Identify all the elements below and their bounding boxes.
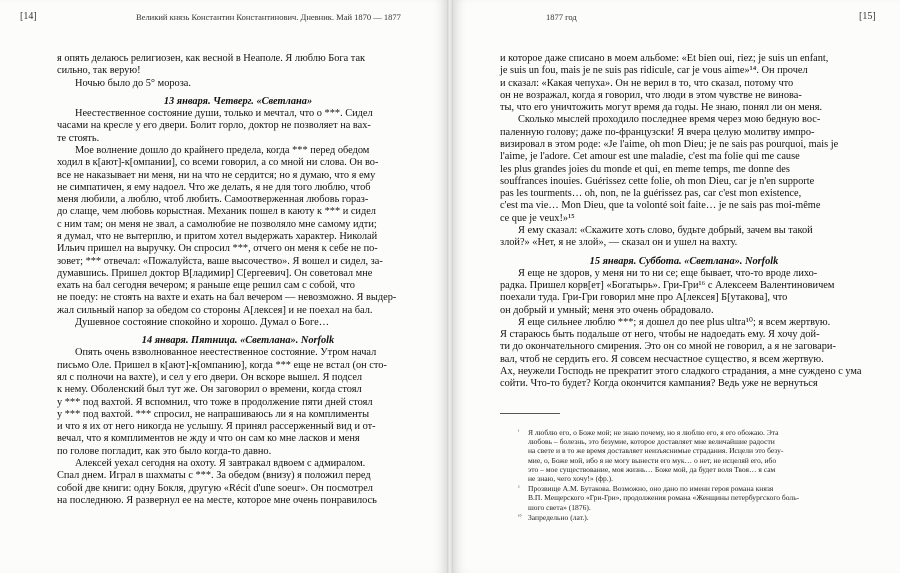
text-line: по голове погладит, как это было когда-то давно. — [57, 445, 272, 457]
text-line: Спал днем. Играл в шахматы с ***. За обедом (внизу) я положил перед — [57, 470, 371, 482]
text-line: сойти. Что-то будет? Когда окончится кампания? Ведь уже не вернуться — [500, 378, 818, 390]
diary-entry-heading: 14 января. Пятница. «Светлана». Norfolk — [141, 335, 335, 347]
text-line: Душевное состояние спокойно и хорошо. Думал о Боге… — [75, 316, 330, 328]
footnote-line: Я люблю его, о Боже мой; не знаю почему, но я люблю его, я его обожаю. Эта — [528, 428, 779, 437]
text-line: все не наказывает ни меня, ни на что не сердится; но я думаю, что я ему — [57, 169, 376, 181]
footnote — [518, 428, 858, 484]
text-line: он не возражал, когда я говорил, что люди в этом чувстве не винова- — [500, 89, 802, 101]
text-line: ты, что его уничтожить могут время да годы. Не знаю, понял ли он меня. — [500, 102, 823, 114]
right-running-head: 1877 год — [546, 12, 577, 22]
text-line: Я ему сказал: «Скажите хоть слово, будьте добрый, зачем вы такой — [518, 224, 813, 236]
text-line: жал сильный напор за обедом со стороны А[лексея] и не поехал на бал. — [57, 304, 373, 316]
text-line: les plus grandes joies du monde et qui, en meme temps, me donne des — [500, 163, 790, 175]
text-line: меня любили, а люблю, чтоб любить. Самоотверженная любовь гораз- — [57, 194, 369, 206]
text-line: Ильич пришел на выручку. Он спросил ***, отчего он меня к себе не по- — [57, 243, 378, 255]
text-line: радка. Пришел корв[ет] «Богатырь». Гри-Гри¹⁶ с Алексеем Валентиновичем — [500, 280, 835, 292]
text-line: злой?» «Нет, я не злой», — сказал он и ушел на вахту. — [500, 237, 738, 249]
text-line: и что я их от него никогда не услышу. Я принял рассерженный вид и от- — [57, 421, 376, 433]
text-line: Я стараюсь быть подальше от него, чтобы не надоедать ему. Я хочу дой- — [500, 329, 820, 341]
text-line: письмо Оле. Пришел в к[ают]-к[омпанию], когда *** еще не встал (он сто- — [57, 359, 387, 371]
text-line: je suis un fou, mais je ne suis pas ridicule, car je vous aime»¹⁴. Он прочел — [500, 65, 808, 77]
text-line: на последнюю. Я развернул ее на месте, которое мне очень понравилось — [57, 494, 377, 506]
footnote-rule — [500, 413, 560, 414]
text-line: у *** под вахтой. *** спросил, не напрашиваюсь ли я на комплименты — [57, 408, 370, 420]
text-line: ти до окончательного смирения. Это он со мной не говорил, а я не заговари- — [500, 341, 836, 353]
footnote-line: Прозвище А.М. Бутакова. Возможно, оно дано по имени героя романа князя — [528, 484, 774, 494]
footnote-line: мие, о, Боже мой, ибо я не могу вынести его мук… о нет, не исцеляй его, ибо — [528, 455, 777, 465]
text-line: ехать на бал сегодня вечером; я раньше еще решил сам с собой, что — [57, 280, 355, 292]
text-line: Ночью было до 5° мороза. — [75, 77, 191, 89]
footnote-line: любовь – болезнь, это безумие, которое доставляет мне величайшие радости — [528, 437, 775, 447]
text-line: ходил в к[ают]-к[омпании], со всеми говорил, а со мной ни слова. Он во- — [57, 157, 379, 169]
text-line: Алексей уехал сегодня на охоту. Я завтракал вдвоем с адмиралом. — [75, 458, 366, 469]
text-line: ял с полночи на вахте), и сел у его двери. Он вскоре вышел. Я подсел — [57, 372, 363, 384]
text-line: l'aime, je l'adore. Cet amour est une maladie, c'est ma folie qui me cause — [500, 151, 800, 163]
text-line: паленную голову; даже по-французски! Я вчера целую молитву импро- — [500, 126, 815, 138]
text-line: вечал, что я комплиментов не жду и что он сам ко мне ласков и меня — [57, 433, 360, 445]
footnote-line: на свете и в то же время доставляет неизъяснимые страдания. Исцели это безу- — [528, 446, 784, 456]
left-page-text — [57, 53, 419, 507]
footnote-line: это – мое существование, моя жизнь… Боже мой, да будет воля Твоя… я сам — [528, 464, 776, 474]
diary-entry-heading: 13 января. Четверг. «Светлана» — [163, 95, 313, 107]
text-line: не симпатичен, я ему надоел. Что же делать, я не для того люблю, чтоб — [57, 181, 371, 193]
text-line: c'est ma vie… Mon Dieu, que ta volonté soit faite… je ne sais pas moi-même — [500, 200, 821, 212]
text-line: к нему. Оболенский был тут же. Он заговорил о времени, когда стоял — [57, 384, 362, 396]
text-line: Ах, неужели Господь не прекратит этого сладкого страдания, а мне суждено с ума — [500, 366, 862, 378]
text-line: и которое даже списано в моем альбоме: «Et bien oui, riez; je suis un enfant, — [500, 53, 829, 64]
text-line: те стоять. — [57, 132, 100, 144]
text-line: у *** под вахтой. Я вспомнил, что тоже в продолжение пяти дней стоял — [57, 396, 373, 408]
text-line: не поеду: не стоять на вахте и ехать на бал вечером — невозможно. Я выдер- — [57, 292, 397, 304]
text-line: думавшись. Пришел доктор В[ладимир] С[ергеевич]. Он советовал мне — [57, 267, 373, 279]
right-page — [453, 0, 900, 573]
right-page-number: [15] — [859, 11, 876, 22]
footnote-number: ¹⁰ — [518, 514, 522, 520]
footnote-line: В.П. Мещерского «Гри-Гри», продолжения романа «Женщины петербургского боль- — [528, 493, 800, 503]
diary-entry-heading: 15 января. Суббота. «Светлана». Norfolk — [589, 255, 779, 267]
text-line: он добрый и умный; меня это очень обрадовало. — [500, 304, 714, 316]
text-line: визировал в этом роде: «Je l'aime, oh mon Dieu; je ne sais pas pourquoi, mais je — [500, 138, 839, 150]
text-line: Опять очень взволнованное неестественное состояние. Утром начал — [75, 347, 377, 359]
footnote — [518, 512, 858, 522]
text-line: и сказал: «Какая чепуха». Он не верил в то, что сказал, потому что — [500, 77, 794, 89]
text-line: собой две книги: одну Бокля, другую «Récit d'une soeur». Он посмотрел — [57, 482, 373, 494]
footnote-number: ¹ — [518, 430, 520, 435]
text-line: Сколько мыслей проходило последнее время через мою бедную вос- — [518, 114, 821, 126]
right-page-text — [500, 53, 868, 391]
footnote — [518, 484, 858, 512]
text-line: Мое волнение дошло до крайнего предела, когда *** перед обедом — [75, 144, 370, 156]
left-page-number: [14] — [20, 11, 37, 22]
footnotes — [518, 428, 858, 523]
footnote-line: не знаю, чего хочу!» (фр.). — [528, 474, 614, 484]
footnote-line: Запредельно (лат.). — [528, 512, 589, 522]
text-line: до слаще, чем любовь корыстная. Механик пошел в каюту к *** и сидел — [57, 206, 376, 218]
text-line: я опять делаюсь религиозен, как весной в Неаполе. Я люблю Бога так — [57, 53, 366, 64]
text-line: Я еще не здоров, у меня ни то ни се; еще бывает, что-то вроде лихо- — [518, 267, 818, 279]
text-line: Я еще сильнее люблю ***; я дошел до nee plus ultra¹⁰; я всем жертвую. — [518, 316, 831, 328]
text-line: souffrances inouies. Guérissez cette folie, oh mon Dieu, car je n'en supporte — [500, 175, 815, 187]
footnote-number: ² — [518, 486, 520, 492]
text-line: я думал, что не вытерплю, и притом хотел выдержать характер. Николай — [57, 230, 378, 242]
text-line: сильно, так верую! — [57, 65, 141, 77]
text-line: ce que je veux!»¹⁵ — [500, 212, 575, 224]
text-line: Неестественное состояние души, только и мечтал, что о ***. Сидел — [75, 108, 373, 120]
left-page — [0, 0, 447, 573]
text-line: зовет; *** отвечал: «Пожалуйста, ваше высочество». Я вошел и сидел, за- — [57, 255, 383, 267]
text-line: поехали туда. Гри-Гри говорил мне про А[лексея] Б[утакова], что — [500, 292, 788, 304]
left-running-head: Великий князь Константин Константинович. Дневник. Май 1870 — 1877 — [136, 12, 401, 22]
footnote-line: шого света» (1876). — [528, 502, 591, 512]
text-line: pas les tourments… oh, non, ne la guérissez pas, car c'est mon existence, — [500, 188, 802, 200]
text-line: часами на кресле у его двери. Болит горло, доктор не позволяет на вах- — [57, 120, 371, 132]
text-line: с ним там; он меня не звал, а самолюбие не позволяло мне самому идти; — [57, 218, 377, 230]
text-line: вал, чтоб не сердить его. Я совсем несчастное существо, я всем жертвую. — [500, 353, 824, 365]
